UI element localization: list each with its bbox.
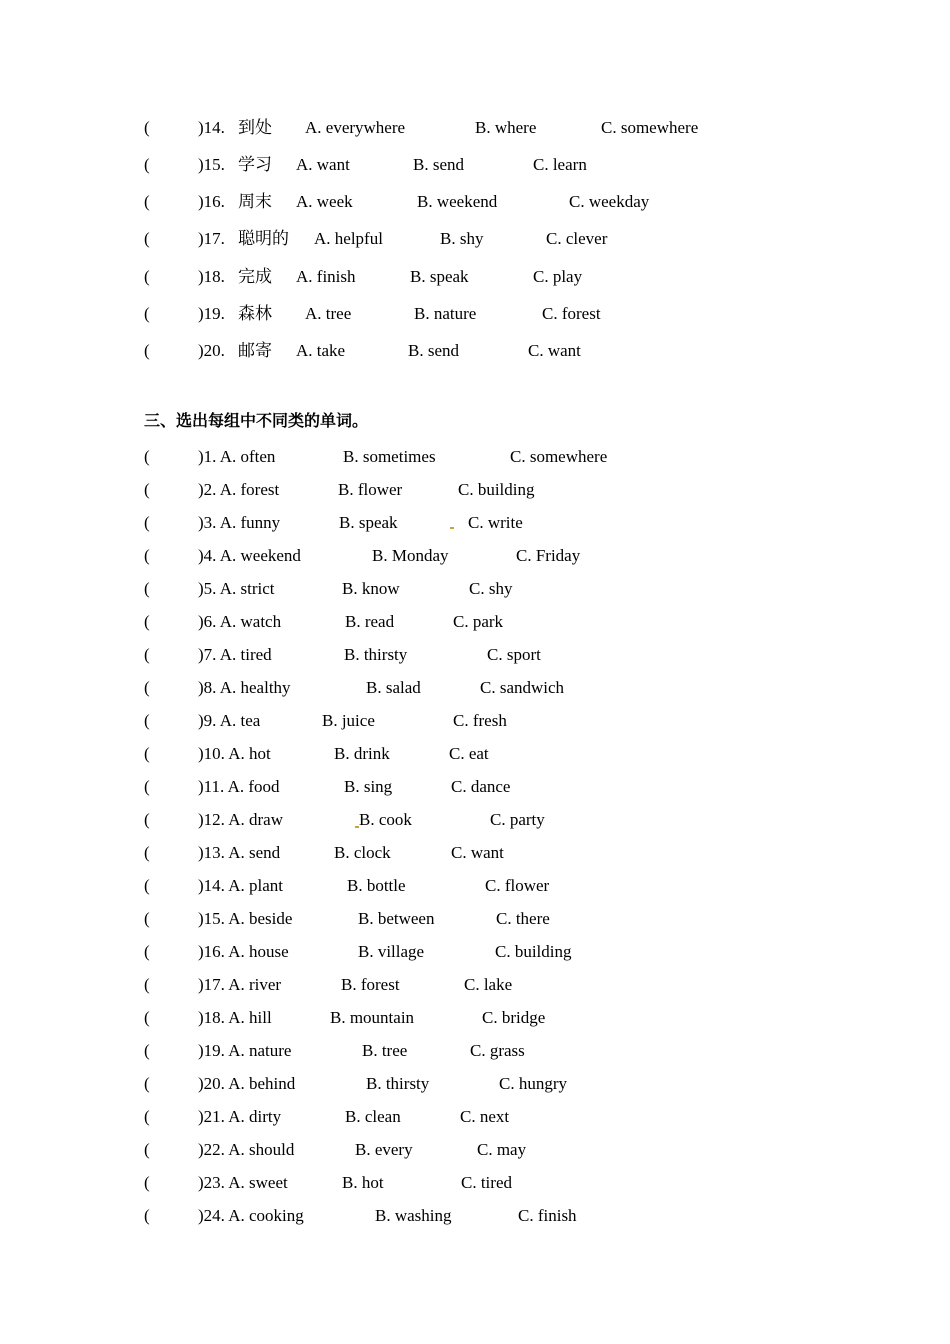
option-c: C. may	[477, 1140, 527, 1159]
question-row	[0, 610, 950, 634]
question-row	[0, 709, 950, 733]
question-number: )18.	[198, 267, 225, 286]
question-number-option-a: )4. A. weekend	[198, 546, 301, 565]
option-c: C. learn	[533, 155, 587, 174]
option-a: A. everywhere	[305, 118, 406, 137]
question-row	[0, 841, 950, 865]
question-number-option-a: )17. A. river	[198, 975, 282, 994]
question-row	[0, 808, 950, 832]
section-heading: 三、选出每组中不同类的单词。	[144, 411, 369, 430]
answer-bracket: (	[144, 118, 150, 137]
option-c: C. want	[451, 843, 504, 862]
question-row	[0, 1105, 950, 1129]
answer-bracket: (	[144, 447, 150, 466]
answer-bracket: (	[144, 744, 150, 763]
question-row	[0, 445, 950, 469]
option-c: C. party	[490, 810, 545, 829]
question-row	[0, 339, 950, 363]
question-row	[0, 907, 950, 931]
option-c: C. want	[528, 341, 581, 360]
scan-mark	[355, 826, 359, 828]
option-c: C. clever	[546, 229, 608, 248]
option-b: B. send	[408, 341, 459, 360]
option-a: A. want	[296, 155, 350, 174]
question-row	[0, 1204, 950, 1228]
option-a: A. week	[296, 192, 353, 211]
question-row	[0, 1039, 950, 1063]
question-number-option-a: )10. A. hot	[198, 744, 271, 763]
chinese-word: 森林	[238, 304, 272, 323]
option-b: B. know	[342, 579, 400, 598]
question-number-option-a: )7. A. tired	[198, 645, 272, 664]
question-number-option-a: )22. A. should	[198, 1140, 295, 1159]
answer-bracket: (	[144, 645, 150, 664]
question-number: )20.	[198, 341, 225, 360]
option-c: C. next	[460, 1107, 510, 1126]
answer-bracket: (	[144, 876, 150, 895]
option-c: C. forest	[542, 304, 601, 323]
option-b: B. clock	[334, 843, 391, 862]
option-c: C. building	[458, 480, 535, 499]
answer-bracket: (	[144, 1041, 150, 1060]
option-c: C. sandwich	[480, 678, 565, 697]
answer-bracket: (	[144, 711, 150, 730]
option-b: B. weekend	[417, 192, 498, 211]
option-b: B. thirsty	[366, 1074, 430, 1093]
answer-bracket: (	[144, 1173, 150, 1192]
answer-bracket: (	[144, 546, 150, 565]
option-b: B. speak	[410, 267, 469, 286]
answer-bracket: (	[144, 341, 150, 360]
question-row	[0, 676, 950, 700]
question-row	[0, 1138, 950, 1162]
question-number-option-a: )3. A. funny	[198, 513, 281, 532]
option-b: B. juice	[322, 711, 375, 730]
answer-bracket: (	[144, 192, 150, 211]
answer-bracket: (	[144, 975, 150, 994]
option-b: B. read	[345, 612, 395, 631]
question-number-option-a: )21. A. dirty	[198, 1107, 282, 1126]
option-c: C. finish	[518, 1206, 577, 1225]
answer-bracket: (	[144, 612, 150, 631]
option-c: C. fresh	[453, 711, 507, 730]
option-a: A. helpful	[314, 229, 383, 248]
option-c: C. write	[468, 513, 523, 532]
option-b: B. drink	[334, 744, 390, 763]
chinese-word: 邮寄	[238, 341, 272, 360]
option-c: C. hungry	[499, 1074, 567, 1093]
question-row	[0, 1171, 950, 1195]
answer-bracket: (	[144, 909, 150, 928]
option-a: A. take	[296, 341, 346, 360]
question-row	[0, 302, 950, 326]
question-number-option-a: )18. A. hill	[198, 1008, 272, 1027]
answer-bracket: (	[144, 1008, 150, 1027]
option-b: B. cook	[359, 810, 412, 829]
option-c: C. somewhere	[510, 447, 608, 466]
question-number-option-a: )23. A. sweet	[198, 1173, 288, 1192]
answer-bracket: (	[144, 1107, 150, 1126]
question-number-option-a: )14. A. plant	[198, 876, 283, 895]
option-b: B. Monday	[372, 546, 449, 565]
chinese-word: 学习	[238, 155, 272, 174]
question-row	[0, 1006, 950, 1030]
question-row	[0, 116, 950, 140]
question-row	[0, 190, 950, 214]
option-c: C. weekday	[569, 192, 650, 211]
option-b: B. washing	[375, 1206, 452, 1225]
option-b: B. between	[358, 909, 435, 928]
question-number-option-a: )6. A. watch	[198, 612, 282, 631]
question-number-option-a: )15. A. beside	[198, 909, 293, 928]
answer-bracket: (	[144, 480, 150, 499]
option-b: B. salad	[366, 678, 421, 697]
option-c: C. grass	[470, 1041, 525, 1060]
chinese-word: 到处	[238, 118, 272, 137]
option-a: A. finish	[296, 267, 356, 286]
question-row	[0, 1072, 950, 1096]
option-c: C. lake	[464, 975, 513, 994]
option-b: B. every	[355, 1140, 413, 1159]
option-b: B. nature	[414, 304, 477, 323]
answer-bracket: (	[144, 1140, 150, 1159]
question-row	[0, 265, 950, 289]
chinese-word: 完成	[238, 267, 272, 286]
answer-bracket: (	[144, 579, 150, 598]
question-row	[0, 742, 950, 766]
option-c: C. dance	[451, 777, 511, 796]
chinese-word: 聪明的	[238, 229, 289, 248]
option-c: C. somewhere	[601, 118, 699, 137]
option-c: C. building	[495, 942, 572, 961]
option-a: A. tree	[305, 304, 352, 323]
option-b: B. village	[358, 942, 425, 961]
option-c: C. there	[496, 909, 550, 928]
question-row	[0, 775, 950, 799]
answer-bracket: (	[144, 942, 150, 961]
option-b: B. bottle	[347, 876, 406, 895]
option-b: B. clean	[345, 1107, 401, 1126]
answer-bracket: (	[144, 843, 150, 862]
question-number-option-a: )5. A. strict	[198, 579, 275, 598]
question-number: )15.	[198, 155, 225, 174]
chinese-word: 周末	[238, 192, 272, 211]
answer-bracket: (	[144, 1206, 150, 1225]
option-c: C. tired	[461, 1173, 512, 1192]
option-b: B. sing	[344, 777, 393, 796]
question-row	[0, 544, 950, 568]
question-row	[0, 940, 950, 964]
question-row	[0, 227, 950, 251]
option-b: B. forest	[341, 975, 400, 994]
option-c: C. eat	[449, 744, 489, 763]
option-c: C. shy	[469, 579, 513, 598]
option-b: B. send	[413, 155, 464, 174]
option-c: C. sport	[487, 645, 541, 664]
option-b: B. hot	[342, 1173, 384, 1192]
answer-bracket: (	[144, 513, 150, 532]
option-c: C. play	[533, 267, 583, 286]
question-number-option-a: )20. A. behind	[198, 1074, 296, 1093]
question-number-option-a: )13. A. send	[198, 843, 281, 862]
option-b: B. mountain	[330, 1008, 415, 1027]
option-c: C. Friday	[516, 546, 581, 565]
option-c: C. park	[453, 612, 504, 631]
question-row	[0, 973, 950, 997]
question-number: )19.	[198, 304, 225, 323]
option-c: C. flower	[485, 876, 550, 895]
question-number-option-a: )16. A. house	[198, 942, 289, 961]
question-number: )14.	[198, 118, 225, 137]
question-row	[0, 478, 950, 502]
question-number: )17.	[198, 229, 225, 248]
option-b: B. sometimes	[343, 447, 436, 466]
question-number-option-a: )1. A. often	[198, 447, 276, 466]
question-row	[0, 511, 950, 535]
question-number: )16.	[198, 192, 225, 211]
answer-bracket: (	[144, 155, 150, 174]
answer-bracket: (	[144, 777, 150, 796]
answer-bracket: (	[144, 810, 150, 829]
answer-bracket: (	[144, 1074, 150, 1093]
option-b: B. shy	[440, 229, 484, 248]
question-number-option-a: )9. A. tea	[198, 711, 261, 730]
option-b: B. where	[475, 118, 537, 137]
question-number-option-a: )8. A. healthy	[198, 678, 291, 697]
question-number-option-a: )11. A. food	[198, 777, 280, 796]
option-b: B. flower	[338, 480, 403, 499]
question-number-option-a: )2. A. forest	[198, 480, 280, 499]
option-b: B. speak	[339, 513, 398, 532]
question-number-option-a: )19. A. nature	[198, 1041, 292, 1060]
question-row	[0, 643, 950, 667]
answer-bracket: (	[144, 267, 150, 286]
answer-bracket: (	[144, 304, 150, 323]
question-number-option-a: )12. A. draw	[198, 810, 283, 829]
answer-bracket: (	[144, 678, 150, 697]
question-row	[0, 577, 950, 601]
question-row	[0, 874, 950, 898]
scan-mark	[450, 527, 454, 529]
question-number-option-a: )24. A. cooking	[198, 1206, 304, 1225]
option-c: C. bridge	[482, 1008, 546, 1027]
answer-bracket: (	[144, 229, 150, 248]
question-row	[0, 153, 950, 177]
option-b: B. thirsty	[344, 645, 408, 664]
option-b: B. tree	[362, 1041, 408, 1060]
